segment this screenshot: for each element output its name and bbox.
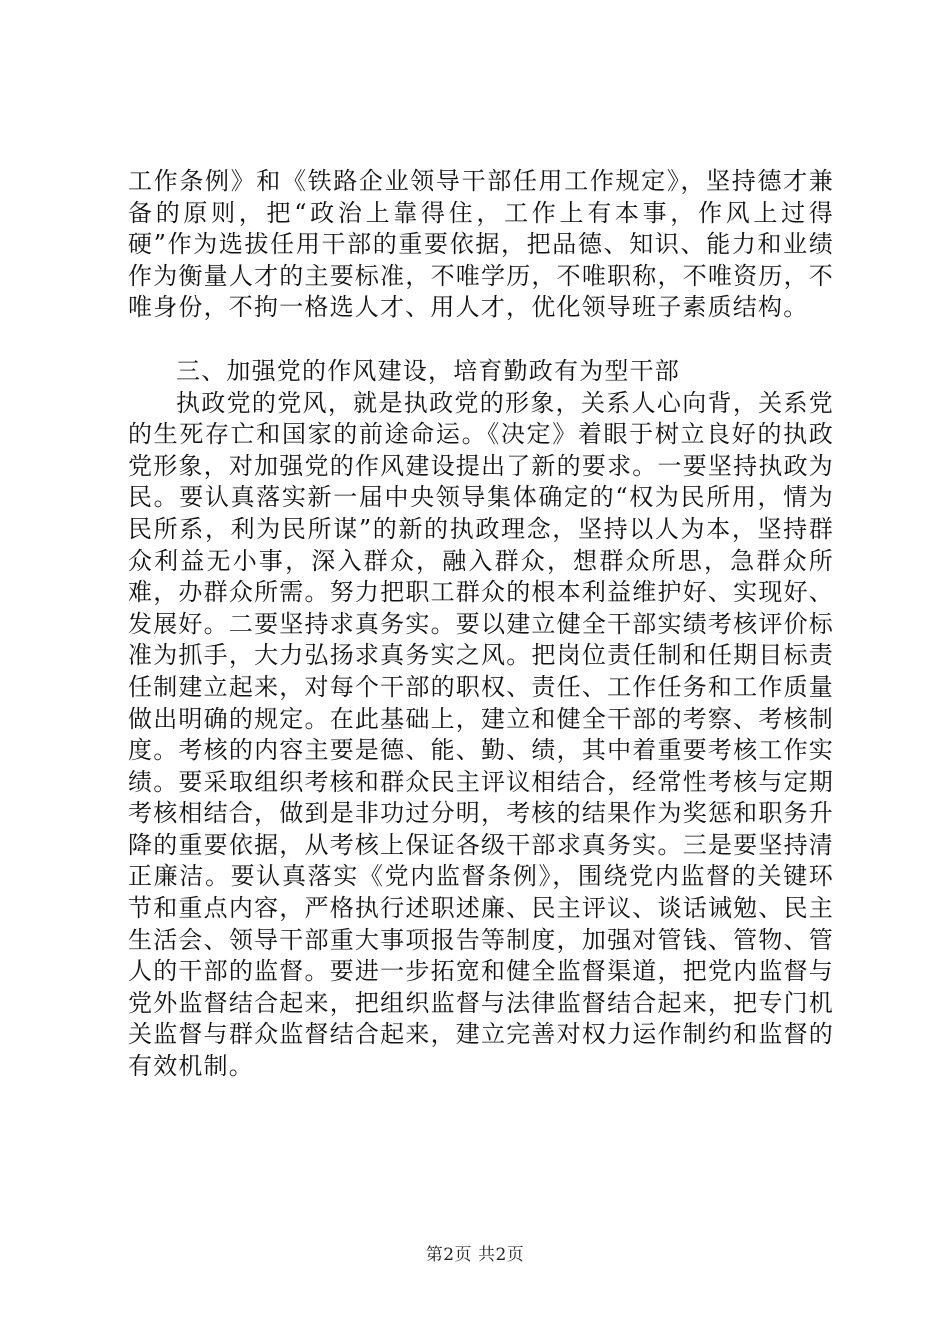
section-heading: 三、加强党的作风建设，培育勤政有为型干部 (176, 356, 680, 385)
document-body (128, 166, 834, 1083)
page-number-footer: 第2页 共2页 (425, 1245, 525, 1265)
paragraph-continued: 工作条例》和《铁路企业领导干部任用工作规定》，坚持德才兼备的原则，把“政治上靠得住，工作上有本事，作风上过得硬”作为选拔任用干部的重要依据，把品德、知识、能力和业绩作为衡量人才的主要标准，不唯学历，不唯职称，不唯资历，不唯身份，不拘一格选人才、用人才，优化领导班子素质结构。 (128, 167, 834, 322)
paragraph-party-style: 执政党的党风，就是执政党的形象，关系人心向背，关系党的生死存亡和国家的前途命运。《决定》着眼于树立良好的执政党形象，对加强党的作风建设提出了新的要求。一要坚持执政为民。要认真落实新一届中央领导集体确定的“权为民所用，情为民所系，利为民所谋”的新的执政理念，坚持以人为本，坚持群众利益无小事，深入群众，融入群众，想群众所思，急群众所难，办群众所需。努力把职工群众的根本利益维护好、实现好、发展好。二要坚持求真务实。要以建立健全干部实绩考核评价标准为抓手，大力弘扬求真务实之风。把岗位责任制和任期目标责任制建立起来，对每个干部的职权、责任、工作任务和工作质量做出明确的规定。在此基础上，建立和健全干部的考察、考核制度。考核的内容主要是德、能、勤、绩，其中着重要考核工作实绩。要采取组织考核和群众民主评议相结合，经常性考核与定期考核相结合，做到是非功过分明，考核的结果作为奖惩和职务升降的重要依据，从考核上保证各级干部求真务实。三是要坚持清正廉洁。要认真落实《党内监督条例》，围绕党内监督的关键环节和重点内容，严格执行述职述廉、民主评议、谈话诫勉、民主生活会、领导干部重大事项报告等制度，加强对管钱、管物、管人的干部的监督。要进一步拓宽和健全监督渠道，把党内监督与党外监督结合起来，把组织监督与法律监督结合起来，把专门机关监督与群众监督结合起来，建立完善对权力运作制约和监督的有效机制。 (128, 388, 834, 1081)
